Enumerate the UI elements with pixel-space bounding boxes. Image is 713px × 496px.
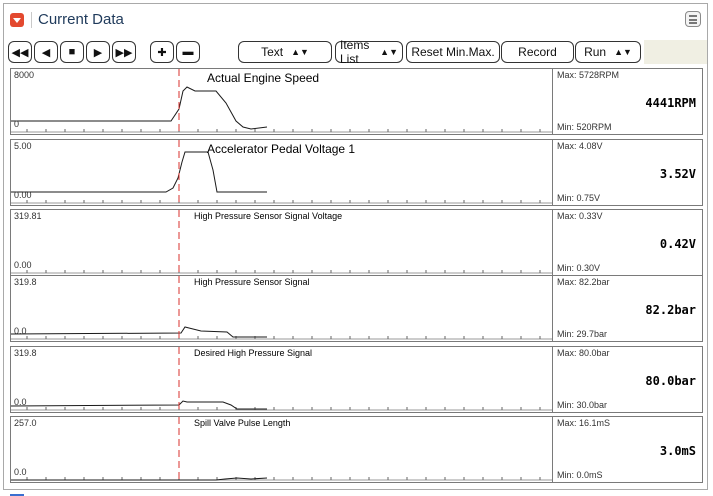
play-icon: ▶ (93, 46, 103, 59)
panel-title: High Pressure Sensor Signal Voltage (194, 211, 343, 221)
value-readout (552, 276, 703, 341)
step-back-button[interactable] (34, 41, 58, 63)
window-title: Current Data (38, 11, 124, 28)
y-axis-min-label: 0 (14, 119, 20, 129)
step-back-icon: ◀ (41, 46, 51, 59)
run-label: Run (584, 45, 607, 59)
panel-title: High Pressure Sensor Signal (194, 277, 310, 287)
signal-trace (11, 87, 267, 129)
panel-title: Actual Engine Speed (207, 71, 320, 85)
panel-title: Spill Valve Pulse Length (194, 418, 291, 428)
reset-minmax-label: Reset Min.Max. (411, 45, 495, 59)
chart-area[interactable] (11, 69, 552, 134)
signal-trace (11, 401, 267, 409)
y-axis-max-label: 257.0 (14, 418, 37, 428)
updown-caret-icon: ▲▼ (380, 47, 398, 57)
y-axis-max-label: 8000 (14, 70, 35, 80)
stop-icon: ■ (68, 46, 76, 58)
min-value: Min: 0.75V (557, 193, 601, 203)
current-value: 3.0mS (659, 444, 696, 458)
current-value: 82.2bar (645, 303, 696, 317)
minus-icon: ▬ (182, 46, 194, 58)
y-axis-min-label: 0.0 (14, 397, 27, 407)
y-axis-max-label: 319.8 (14, 348, 37, 358)
chart-area[interactable] (11, 210, 552, 275)
items-list-label: Items List (340, 38, 370, 66)
y-axis-min-label: 0.0 (14, 467, 27, 477)
stop-button[interactable] (60, 41, 84, 63)
y-axis-max-label: 319.8 (14, 277, 37, 287)
record-button[interactable] (501, 41, 574, 63)
fast-forward-icon: ▶▶ (115, 46, 133, 59)
play-button[interactable] (86, 41, 110, 63)
max-value: Max: 16.1mS (557, 418, 611, 428)
value-readout (552, 347, 703, 412)
run-select[interactable] (575, 41, 641, 63)
panel-title: Desired High Pressure Signal (194, 348, 313, 358)
zoom-out-button[interactable] (176, 41, 200, 63)
updown-caret-icon: ▲▼ (291, 47, 309, 57)
min-value: Min: 520RPM (557, 122, 612, 132)
plus-icon: ✚ (157, 46, 167, 59)
chart-area[interactable] (11, 140, 552, 205)
rewind-icon: ◀◀ (11, 46, 29, 59)
y-axis-max-label: 319.81 (14, 211, 42, 221)
max-value: Max: 80.0bar (557, 348, 610, 358)
current-value: 4441RPM (645, 96, 696, 110)
reset-minmax-button[interactable] (406, 41, 500, 63)
chart-area[interactable] (11, 347, 552, 412)
current-data-window (3, 3, 708, 490)
min-value: Min: 0.30V (557, 263, 601, 273)
zoom-in-button[interactable] (150, 41, 174, 63)
max-value: Max: 82.2bar (557, 277, 610, 287)
title-bar (4, 4, 707, 34)
signal-trace (11, 152, 267, 192)
view-select[interactable] (238, 41, 332, 63)
data-panel[interactable] (10, 68, 703, 135)
data-panel[interactable] (10, 416, 703, 483)
data-panel[interactable] (10, 275, 703, 342)
y-axis-min-label: 0.0 (14, 326, 27, 336)
min-value: Min: 0.0mS (557, 470, 603, 480)
fast-forward-button[interactable] (112, 41, 136, 63)
current-value: 80.0bar (645, 374, 696, 388)
y-axis-max-label: 5.00 (14, 141, 32, 151)
data-panel[interactable] (10, 139, 703, 206)
menu-icon[interactable] (685, 11, 701, 27)
max-value: Max: 5728RPM (557, 70, 620, 80)
value-readout (552, 69, 703, 134)
title-separator (31, 12, 32, 28)
toolbar-spacer (644, 40, 707, 64)
min-value: Min: 29.7bar (557, 329, 608, 339)
chart-area[interactable] (11, 417, 552, 482)
value-readout (552, 210, 703, 275)
chart-area[interactable] (11, 276, 552, 341)
collapse-icon[interactable] (10, 13, 24, 27)
max-value: Max: 0.33V (557, 211, 603, 221)
min-value: Min: 30.0bar (557, 400, 608, 410)
data-panel[interactable] (10, 209, 703, 276)
toolbar (4, 37, 707, 65)
y-axis-min-label: 0.00 (14, 190, 32, 200)
value-readout (552, 140, 703, 205)
items-list-select[interactable] (335, 38, 403, 66)
rewind-button[interactable] (8, 41, 32, 63)
max-value: Max: 4.08V (557, 141, 603, 151)
data-panel[interactable] (10, 346, 703, 413)
current-value: 0.42V (659, 237, 696, 251)
current-value: 3.52V (659, 167, 696, 181)
signal-trace (11, 327, 267, 337)
view-select-label: Text (261, 45, 284, 59)
panel-title: Accelerator Pedal Voltage 1 (207, 142, 356, 156)
record-label: Record (518, 45, 557, 59)
updown-caret-icon: ▲▼ (614, 47, 632, 57)
y-axis-min-label: 0.00 (14, 260, 32, 270)
value-readout (552, 417, 703, 482)
